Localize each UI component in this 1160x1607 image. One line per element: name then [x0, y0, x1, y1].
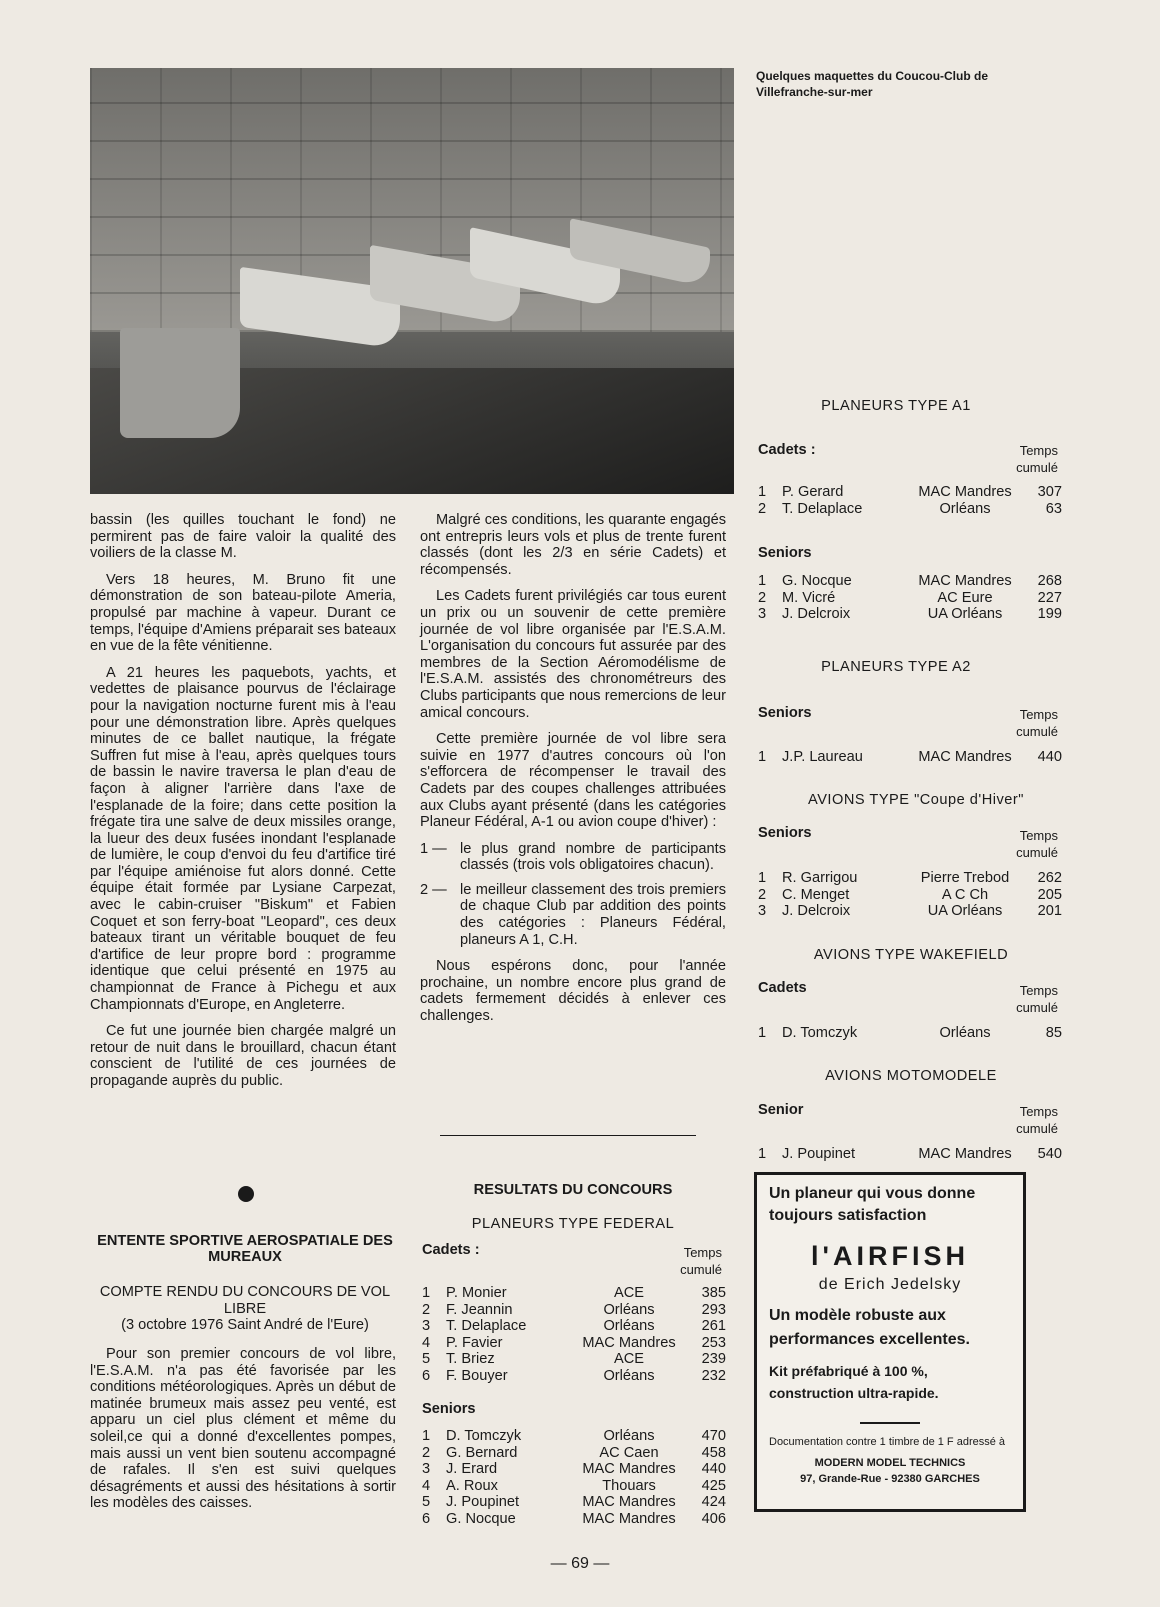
club-name: MAC Mandres — [918, 749, 1012, 765]
ad-headline: Un planeur qui vous donne toujours satisfaction — [769, 1185, 976, 1224]
esam-title: ENTENTE SPORTIVE AEROSPATIALE DES MUREAUX — [97, 1233, 393, 1265]
ad-divider — [860, 1422, 920, 1424]
club-name: MAC Mandres — [918, 1146, 1012, 1162]
club-name: MAC Mandres — [582, 1494, 676, 1511]
competitor-name: G. Nocque — [782, 573, 852, 589]
score: 205 — [1037, 886, 1062, 903]
table-row — [422, 1302, 726, 1319]
ad-brand: l'AIRFISH — [811, 1241, 969, 1271]
table-row — [422, 1351, 726, 1368]
rank: 1 — [758, 573, 767, 589]
list-item: 2 — le meilleur classement des trois premiers de chaque Club par addition des points des catégories : Planeurs Fédéral, planeurs A 1, C.H. — [420, 881, 726, 948]
competitor-name: M. Vicré — [782, 589, 836, 606]
score: 201 — [1037, 903, 1062, 920]
esam-subtitle — [90, 1284, 400, 1334]
table-row — [758, 887, 1062, 904]
ad-kit: Kit préfabriqué à 100 %, construction ultra-rapide. — [769, 1363, 939, 1401]
club-name: MAC Mandres — [582, 1461, 676, 1478]
table-row — [758, 870, 1062, 887]
results-table — [422, 1285, 726, 1385]
score: 293 — [701, 1301, 726, 1318]
results-title: RESULTATS DU CONCOURS — [473, 1182, 673, 1198]
club-name: Thouars — [602, 1477, 656, 1494]
table-row — [758, 606, 1062, 623]
score: 227 — [1037, 589, 1062, 606]
table-row — [422, 1368, 726, 1385]
score: 261 — [701, 1318, 726, 1335]
table-row — [422, 1318, 726, 1335]
competitor-name: A. Roux — [446, 1477, 498, 1494]
rank: 2 — [422, 1301, 431, 1318]
competitor-name: J. Erard — [446, 1461, 498, 1478]
paragraph: bassin (les quilles touchant le fond) ne permirent pas de faire valoir la qualité des voiliers de la classe M. — [90, 512, 396, 562]
club-name: ACE — [613, 1285, 644, 1301]
rank: 1 — [422, 1428, 431, 1444]
section-moto-title: AVIONS MOTOMODELE — [825, 1068, 997, 1084]
score: 424 — [701, 1494, 726, 1511]
competitor-name: G. Nocque — [446, 1510, 516, 1527]
paragraph: Ce fut une journée bien chargée malgré un retour de nuit dans le brouillard, chacun étant conscient de l'utilité de ces journées de propagande auprès du public. — [90, 1023, 396, 1089]
rank: 2 — [758, 886, 767, 903]
subtitle-date: (3 octobre 1976 Saint André de l'Eure) — [121, 1317, 369, 1334]
club-name: MAC Mandres — [582, 1334, 676, 1351]
temps-header: Temps cumulé — [1016, 1104, 1058, 1136]
club-name: Orléans — [603, 1428, 655, 1444]
article-column-1 — [90, 512, 396, 1100]
company-name: MODERN MODEL TECHNICS — [814, 1457, 966, 1469]
ad-author: de Erich Jedelsky — [818, 1276, 962, 1293]
category-label: Seniors — [422, 1401, 476, 1417]
score: 268 — [1037, 573, 1062, 589]
table-row — [422, 1285, 726, 1302]
competitor-name: P. Gerard — [782, 484, 844, 500]
category-label: Seniors — [758, 705, 812, 721]
competitor-name: T. Delaplace — [446, 1318, 527, 1335]
score: 440 — [1037, 749, 1062, 765]
table-row — [758, 501, 1062, 518]
competitor-name: J. Poupinet — [782, 1146, 856, 1162]
rank: 3 — [422, 1318, 431, 1335]
rank: 2 — [422, 1444, 431, 1461]
club-name: Orléans — [939, 1025, 991, 1041]
competitor-name: T. Briez — [446, 1351, 495, 1368]
ad-company — [769, 1455, 1011, 1487]
table-row — [758, 573, 1062, 590]
table-row — [758, 590, 1062, 607]
table-row — [422, 1494, 726, 1511]
category-label: Senior — [758, 1102, 804, 1118]
paragraph: Vers 18 heures, M. Bruno fit une démonstration de son bateau-pilote Ameria, propulsé par machine à vapeur. Durant ce temps, l'équipe d'Amiens préparait ses bateaux en vue de la fête vénitienne. — [90, 571, 396, 655]
rank: 6 — [422, 1367, 431, 1384]
table-row — [422, 1478, 726, 1495]
competitor-name: D. Tomczyk — [446, 1428, 522, 1444]
club-name: MAC Mandres — [918, 484, 1012, 500]
score: 199 — [1037, 606, 1062, 623]
rank: 3 — [758, 606, 767, 623]
esam-intro — [90, 1346, 396, 1522]
club-name: Orléans — [603, 1318, 655, 1335]
category-label: Cadets : — [422, 1242, 480, 1258]
table-row — [758, 1146, 1062, 1163]
paragraph: Cette première journée de vol libre sera suivie en 1977 d'autres concours où l'on s'efforcera de récompenser le travail des Cadets par des coupes challenges attribuées aux Clubs ayant présenté (dans les catégories Planeur Fédéral, A-1 ou avion coupe d'hiver) : — [420, 731, 726, 831]
club-name: A C Ch — [941, 886, 989, 903]
club-name: MAC Mandres — [582, 1510, 676, 1527]
table-row — [758, 903, 1062, 920]
section-bullet — [238, 1186, 254, 1202]
club-name: Orléans — [603, 1367, 655, 1384]
score: 458 — [701, 1444, 726, 1461]
ad-claim: Un modèle robuste aux performances excellentes. — [769, 1307, 970, 1348]
section-wakefield-title: AVIONS TYPE WAKEFIELD — [813, 947, 1009, 963]
ship-models-photo — [90, 68, 734, 494]
article-column-2 — [420, 512, 726, 1035]
club-name: AC Eure — [937, 589, 993, 606]
competitor-name: T. Delaplace — [782, 500, 863, 517]
temps-header: Temps cumulé — [1016, 707, 1058, 739]
score: 440 — [701, 1461, 726, 1478]
score: 307 — [1037, 484, 1062, 500]
club-name: ACE — [613, 1351, 644, 1368]
category-label: Seniors — [758, 545, 812, 561]
table-row — [422, 1461, 726, 1478]
rank: 6 — [422, 1510, 431, 1527]
score: 232 — [701, 1367, 726, 1384]
rank: 1 — [758, 1146, 767, 1162]
table-row — [758, 749, 1062, 766]
paragraph: A 21 heures les paquebots, yachts, et vedettes de plaisance pourvus de l'éclairage pour la navigation nocturne furent mis à l'eau pour une démonstration libre. Après quelques minutes de ce ballet nautique, la frégate Suffren fut mise à l'eau, après quelques tours de bassin le navire traversa le plan d'eau de façon à aligner l'arrière dans l'axe de l'esplanade de la foire; dans cette position la frégate tira une salve de deux missiles orange, la lueur des deux fusées inondant l'esplanade de lumière, le coup d'envoi du feu d'artifice tiré par l'équipe amiénoise fut alors donné. Cette équipe était formée par Lysiane Carpezat, avec le cabin-cruiser "Biskum" et Fabien Coquet et son ferry-boat "Leopard", ces deux bateaux tirant un véritable bouquet de feu d'artifice de leur propre bord : programme identique que celui présenté en 1975 au championnat de France à Pichegu et aux Championnats d'Europe, en Angleterre. — [90, 664, 396, 1013]
competitor-name: J. Delcroix — [782, 606, 851, 623]
divider — [440, 1135, 696, 1136]
score: 262 — [1037, 870, 1062, 886]
club-name: MAC Mandres — [918, 573, 1012, 589]
page-number: — 69 — — [550, 1555, 610, 1572]
section-a2-title: PLANEURS TYPE A2 — [821, 659, 971, 675]
table-row — [422, 1335, 726, 1352]
challenge-list — [420, 841, 726, 949]
club-name: UA Orléans — [927, 903, 1003, 920]
competitor-name: F. Bouyer — [446, 1367, 508, 1384]
list-item: 1 — le plus grand nombre de participants classés (trois vols obligatoires chacun). — [420, 840, 726, 874]
rank: 2 — [758, 500, 767, 517]
rank: 5 — [422, 1494, 431, 1511]
company-address: 97, Grande-Rue - 92380 GARCHES — [800, 1473, 980, 1485]
paragraph: Les Cadets furent privilégiés car tous eurent un prix ou un souvenir de cette première journée de vol libre organisée par l'E.S.A.M. L'organisation du concours fut assurée par des membres de la Section Aéromodélisme de l'E.S.A.M. assistés des chronométreurs des Clubs participants que nous remercions de leur amical concours. — [420, 588, 726, 721]
table-row — [422, 1428, 726, 1445]
competitor-name: D. Tomczyk — [782, 1025, 858, 1041]
category-label: Cadets : — [758, 442, 816, 458]
paragraph: Malgré ces conditions, les quarante engagés ont entrepris leurs vols et plus de trente furent classés (dont les 2/3 en série Cadets) et récompensés. — [420, 512, 726, 578]
rank: 3 — [758, 903, 767, 920]
rank: 1 — [758, 484, 767, 500]
score: 406 — [701, 1510, 726, 1527]
category-label: Seniors — [758, 825, 812, 841]
competitor-name: R. Garrigou — [782, 870, 858, 886]
score: 63 — [1045, 500, 1062, 517]
category-label: Cadets — [758, 980, 807, 996]
score: 239 — [701, 1351, 726, 1368]
results-table — [758, 573, 1062, 623]
club-name: Orléans — [939, 500, 991, 517]
competitor-name: J.P. Laureau — [782, 749, 863, 765]
score: 85 — [1045, 1025, 1062, 1041]
rank: 4 — [422, 1477, 431, 1494]
competitor-name: C. Menget — [782, 886, 850, 903]
table-row — [422, 1445, 726, 1462]
competitor-name: G. Bernard — [446, 1444, 518, 1461]
rank: 3 — [422, 1461, 431, 1478]
score: 385 — [701, 1285, 726, 1301]
section-hiver-title: AVIONS TYPE "Coupe d'Hiver" — [808, 792, 1024, 808]
rank: 1 — [758, 870, 767, 886]
rank: 1 — [422, 1285, 431, 1301]
results-table — [758, 1025, 1062, 1042]
airfish-advertisement — [754, 1172, 1026, 1512]
paragraph: Pour son premier concours de vol libre, l'E.S.A.M. n'a pas été favorisée par les conditions météorologiques. Après un début de matinée brumeux mais assez peu venté, est apparu un ciel plus clément et même du soleil,ce qui a donné d'excellentes pompes, mais aussi un vent bien soutenu accompagné de rafales. Il s'en est suivi quelques désagréments et aussi des hésitations à sortir les modèles des caisses. — [90, 1346, 396, 1512]
club-name: UA Orléans — [927, 606, 1003, 623]
competitor-name: P. Favier — [446, 1334, 503, 1351]
rank: 2 — [758, 589, 767, 606]
results-table — [758, 484, 1062, 517]
paragraph: Nous espérons donc, pour l'année prochaine, un nombre encore plus grand de cadets fermement décidés à enlever ces challenges. — [420, 958, 726, 1025]
rank: 1 — [758, 1025, 767, 1041]
score: 425 — [701, 1477, 726, 1494]
results-table — [758, 749, 1062, 766]
photo-caption: Quelques maquettes du Coucou-Club de Villefranche-sur-mer — [756, 69, 989, 99]
score: 470 — [701, 1428, 726, 1444]
temps-header: Temps cumulé — [680, 1245, 722, 1277]
temps-header: Temps cumulé — [1016, 983, 1058, 1015]
competitor-name: P. Monier — [446, 1285, 507, 1301]
results-table — [758, 1146, 1062, 1163]
table-row — [758, 484, 1062, 501]
ad-documentation: Documentation contre 1 timbre de 1 F adressé à — [769, 1436, 1006, 1448]
score: 540 — [1037, 1146, 1062, 1162]
table-row — [422, 1511, 726, 1528]
rank: 1 — [758, 749, 767, 765]
rank: 5 — [422, 1351, 431, 1368]
results-table — [422, 1428, 726, 1528]
temps-header: Temps cumulé — [1016, 443, 1058, 475]
subtitle-text: COMPTE RENDU DU CONCOURS DE VOL LIBRE — [99, 1284, 391, 1317]
club-name: Pierre Trebod — [920, 870, 1010, 886]
temps-header: Temps cumulé — [1016, 828, 1058, 860]
table-row — [758, 1025, 1062, 1042]
results-table — [758, 870, 1062, 920]
rank: 4 — [422, 1334, 431, 1351]
competitor-name: J. Delcroix — [782, 903, 851, 920]
competitor-name: J. Poupinet — [446, 1494, 520, 1511]
club-name: Orléans — [603, 1301, 655, 1318]
section-federal-title: PLANEURS TYPE FEDERAL — [471, 1216, 675, 1232]
club-name: AC Caen — [599, 1444, 659, 1461]
competitor-name: F. Jeannin — [446, 1301, 513, 1318]
section-a1-title: PLANEURS TYPE A1 — [821, 398, 971, 414]
score: 253 — [701, 1334, 726, 1351]
